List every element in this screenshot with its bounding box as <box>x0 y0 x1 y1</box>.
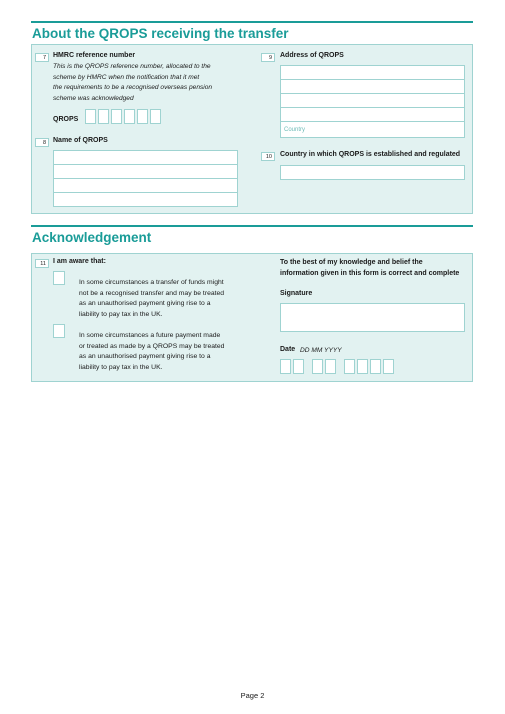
qrops-country-label: Country in which QROPS is established and regulated <box>280 151 461 158</box>
qrops-ref-digit[interactable] <box>124 109 135 124</box>
aware-label: I am aware that: <box>53 258 106 265</box>
qrops-address-label: Address of QROPS <box>280 52 344 59</box>
page-number: Page 2 <box>240 691 265 700</box>
qrops-name-line-4[interactable] <box>53 192 238 207</box>
panel-acknowledgement <box>31 253 473 382</box>
qrops-address-line-1[interactable] <box>280 65 465 80</box>
hmrc-reference-help: This is the QROPS reference number, allocated to the scheme by HMRC when the notification that it met the requirements to be a recognised overseas pension scheme was acknowledged <box>53 63 213 102</box>
date-format-hint: DD MM YYYY <box>300 347 342 354</box>
date-label: Date <box>280 346 296 353</box>
signature-field[interactable] <box>280 303 465 332</box>
date-day-digit[interactable] <box>280 359 291 374</box>
qrops-ref-digit[interactable] <box>85 109 96 124</box>
section-title-qrops: About the QROPS receiving the transfer <box>32 26 289 41</box>
qrops-ref-digit[interactable] <box>98 109 109 124</box>
qrops-country-field[interactable] <box>280 165 465 180</box>
country-placeholder: Country <box>284 127 306 133</box>
question-number-11: 11 <box>35 259 49 268</box>
question-number-10: 10 <box>261 152 275 161</box>
hmrc-reference-label: HMRC reference number <box>53 52 136 59</box>
qrops-name-line-2[interactable] <box>53 164 238 179</box>
question-number-8: 8 <box>35 138 49 147</box>
question-number-9: 9 <box>261 53 275 62</box>
qrops-address-line-4[interactable] <box>280 107 465 122</box>
section-rule-acknowledgement <box>31 225 473 227</box>
qrops-prefix-label: QROPS <box>53 116 79 123</box>
statement-2-checkbox[interactable] <box>53 324 65 338</box>
statement-2-text: In some circumstances a future payment made or treated as made by a QROPS may be treated as an unauthorised payment giving rise to a liability to pay tax in the UK. <box>79 332 225 371</box>
question-number-7: 7 <box>35 53 49 62</box>
qrops-ref-digit[interactable] <box>137 109 148 124</box>
section-title-acknowledgement: Acknowledgement <box>32 230 152 245</box>
qrops-ref-digit[interactable] <box>150 109 161 124</box>
date-month-digit[interactable] <box>312 359 323 374</box>
section-rule-qrops <box>31 21 473 23</box>
date-day-digit[interactable] <box>293 359 304 374</box>
statement-1-checkbox[interactable] <box>53 271 65 285</box>
panel-qrops <box>31 44 473 214</box>
date-year-digit[interactable] <box>370 359 381 374</box>
qrops-name-label: Name of QROPS <box>53 137 108 144</box>
qrops-name-line-1[interactable] <box>53 150 238 165</box>
date-year-digit[interactable] <box>344 359 355 374</box>
date-month-digit[interactable] <box>325 359 336 374</box>
date-year-digit[interactable] <box>383 359 394 374</box>
qrops-name-line-3[interactable] <box>53 178 238 193</box>
qrops-address-line-2[interactable] <box>280 79 465 94</box>
qrops-address-line-3[interactable] <box>280 93 465 108</box>
declaration-text: To the best of my knowledge and belief the information given in this form is correct and complete <box>280 259 460 277</box>
date-year-digit[interactable] <box>357 359 368 374</box>
statement-1-text: In some circumstances a transfer of funds might not be a recognised transfer and may be treated as an unauthorised payment giving rise to a liability to pay tax in the UK. <box>79 279 225 318</box>
qrops-ref-digit[interactable] <box>111 109 122 124</box>
qrops-address-country-field[interactable] <box>280 121 465 138</box>
signature-label: Signature <box>280 290 313 297</box>
